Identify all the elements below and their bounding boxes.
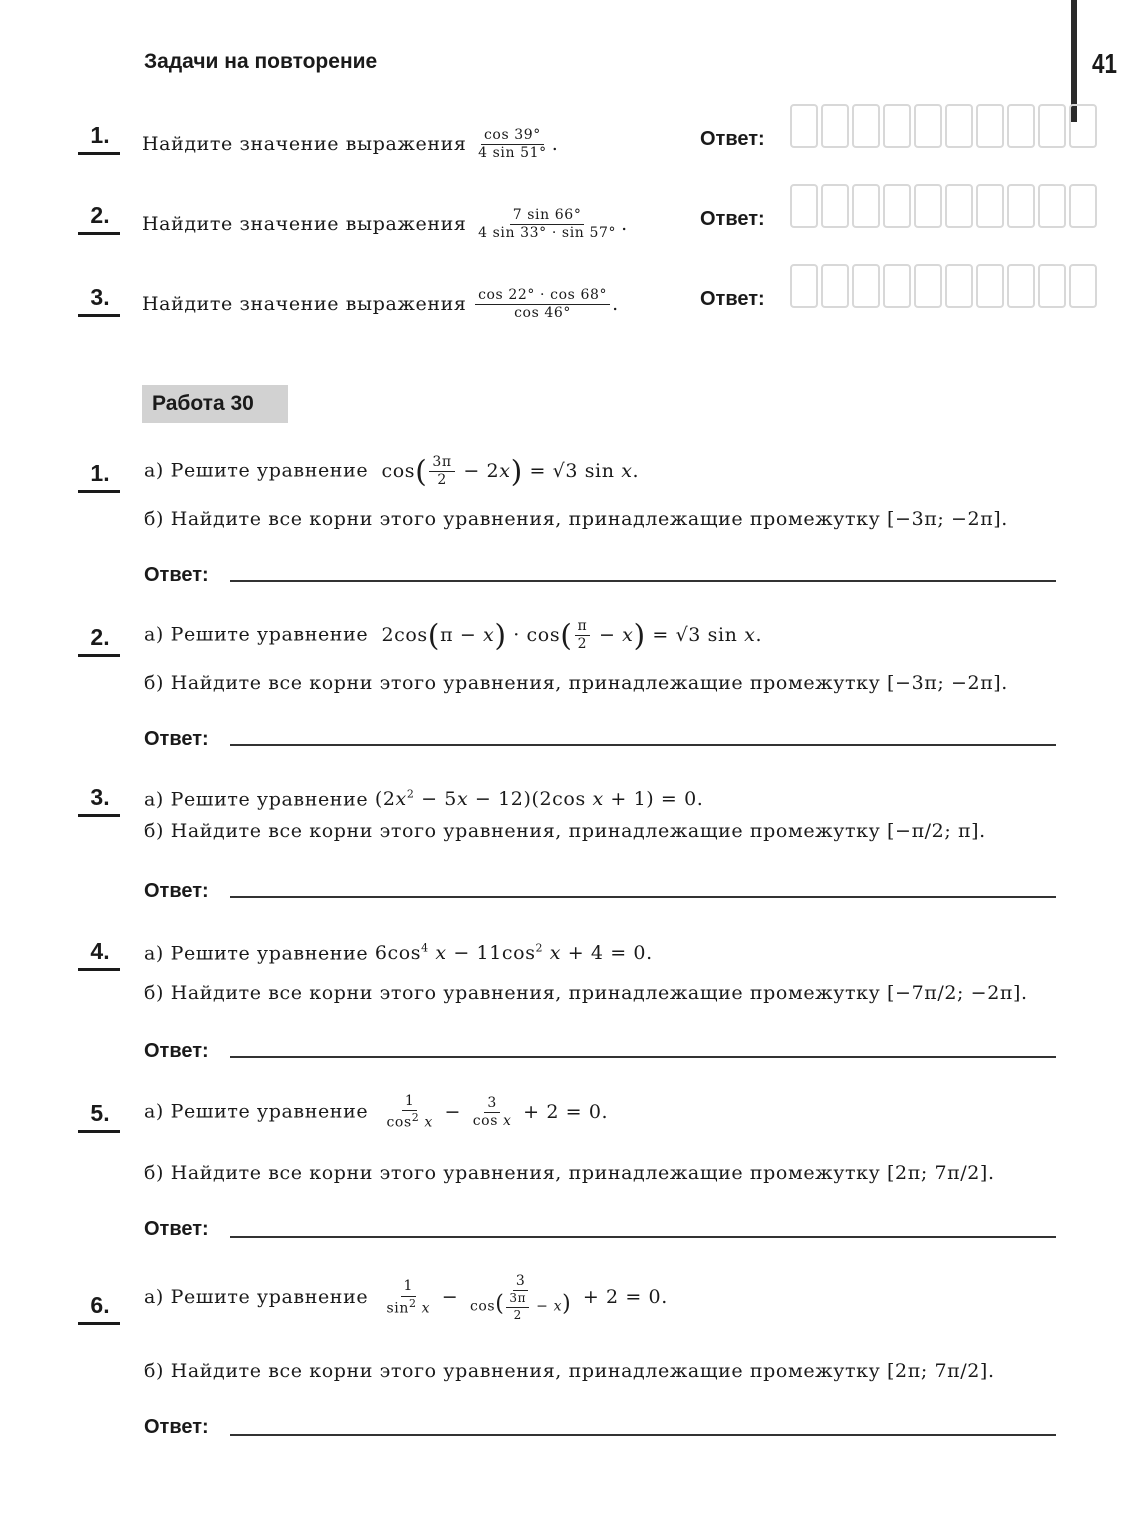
answer-cell[interactable] xyxy=(1007,104,1035,148)
review-task-3-numerator: cos 22° · cos 68° xyxy=(475,288,610,305)
answer-cell[interactable] xyxy=(1038,264,1066,308)
work-task-6-part-a xyxy=(144,1274,668,1322)
answer-cell[interactable] xyxy=(945,184,973,228)
review-task-3-underline xyxy=(78,314,120,317)
answer-cell[interactable] xyxy=(1069,264,1097,308)
answer-cell[interactable] xyxy=(914,104,942,148)
work-task-1-equation: cos( $\frac{3\pi}{2}$ − 2x) = √3 sin x. xyxy=(381,453,640,489)
work-task-1-part-a-text: а) Решите уравнение xyxy=(144,459,369,482)
work-task-3-part-b xyxy=(144,820,986,842)
work-task-5-answer-label: Ответ: xyxy=(144,1218,209,1240)
work-task-4-interval: [−7π/2; −2π]. xyxy=(887,982,1028,1004)
answer-cell[interactable] xyxy=(790,184,818,228)
answer-cell[interactable] xyxy=(976,264,1004,308)
work-task-2-part-a-text: а) Решите уравнение xyxy=(144,623,369,646)
work-task-3-part-a-text: а) Решите уравнение xyxy=(144,788,369,811)
answer-cell[interactable] xyxy=(852,264,880,308)
work-task-6-answer-line[interactable] xyxy=(230,1434,1056,1436)
review-task-2-fraction xyxy=(475,208,619,242)
work-task-2-part-b-text: б) Найдите все корни этого уравнения, принадлежащие промежутку xyxy=(144,672,881,694)
work-task-6-underline xyxy=(78,1322,120,1325)
review-task-2-denominator: 4 sin 33° · sin 57° xyxy=(478,225,617,242)
work-task-3-equation: $(2x^2 - 5x - 12)(2\cos$ x + 1) = 0. xyxy=(374,788,704,811)
work-task-4-part-b xyxy=(144,982,1028,1004)
answer-cell[interactable] xyxy=(821,184,849,228)
work-task-2-answer-label: Ответ: xyxy=(144,728,209,750)
work-task-1-underline xyxy=(78,490,120,493)
review-task-3-row: Найдите значение выражения $\frac{\cos 22^\circ \cdot \cos 68^\circ}{\cos 46^\circ}$ . xyxy=(142,287,619,322)
review-task-3-denominator: cos 46° xyxy=(514,305,572,322)
work-task-4-number: 4. xyxy=(90,938,110,964)
answer-cell[interactable] xyxy=(976,184,1004,228)
work-task-3-underline xyxy=(78,814,120,817)
work-task-2-interval: [−3π; −2π]. xyxy=(887,672,1008,694)
work-task-1-interval: [−3π; −2π]. xyxy=(887,508,1008,530)
work-task-5-part-a-text: а) Решите уравнение xyxy=(144,1100,369,1123)
answer-cell[interactable] xyxy=(1007,264,1035,308)
review-task-1-underline xyxy=(78,152,120,155)
answer-cell[interactable] xyxy=(821,264,849,308)
work-task-4-part-a-text: а) Решите уравнение xyxy=(144,942,369,965)
work-task-6-equation: $\frac{1}{\sin^2 x}$ − 3 cos( $\frac{3\pi}{2}$ − x) + 2 = 0. xyxy=(386,1273,668,1322)
work-task-3-answer-label: Ответ: xyxy=(144,880,209,902)
review-task-1-row: Найдите значение выражения $\frac{\cos 39^\circ}{4 \sin 51^\circ}$ . xyxy=(142,127,559,162)
answer-cell[interactable] xyxy=(1069,104,1097,148)
work-task-4-answer-line[interactable] xyxy=(230,1056,1056,1058)
work-task-3-answer-line[interactable] xyxy=(230,896,1056,898)
work-task-5-part-a xyxy=(144,1094,608,1131)
review-task-1-denominator: 4 sin 51° xyxy=(478,145,547,162)
review-task-2-answer-label: Ответ: xyxy=(700,208,765,230)
answer-cell[interactable] xyxy=(1038,104,1066,148)
work-task-4-answer-label: Ответ: xyxy=(144,1040,209,1062)
review-task-3-text: Найдите значение выражения xyxy=(142,292,467,315)
work-task-1-number: 1. xyxy=(90,460,110,486)
review-task-3-answer-label: Ответ: xyxy=(700,288,765,310)
answer-cell[interactable] xyxy=(945,104,973,148)
work-task-5-answer-line[interactable] xyxy=(230,1236,1056,1238)
work-task-3-interval: [−π/2; π]. xyxy=(887,820,986,842)
answer-cell[interactable] xyxy=(1069,184,1097,228)
answer-cell[interactable] xyxy=(852,184,880,228)
review-task-2-underline xyxy=(78,232,120,235)
review-task-2-answer-cells[interactable] xyxy=(790,184,1097,228)
work-task-1-part-b xyxy=(144,508,1008,530)
work-task-2-part-a xyxy=(144,618,762,653)
work-badge xyxy=(142,385,288,423)
answer-cell[interactable] xyxy=(883,104,911,148)
review-section-title: Задачи на повторение xyxy=(144,50,378,73)
review-task-1-answer-cells[interactable] xyxy=(790,104,1097,148)
work-task-2-underline xyxy=(78,654,120,657)
answer-cell[interactable] xyxy=(790,104,818,148)
answer-cell[interactable] xyxy=(883,184,911,228)
review-task-1-number: 1. xyxy=(90,122,110,148)
work-task-2-part-b xyxy=(144,672,1008,694)
answer-cell[interactable] xyxy=(1007,184,1035,228)
review-task-2-text: Найдите значение выражения xyxy=(142,212,467,235)
answer-cell[interactable] xyxy=(914,264,942,308)
answer-cell[interactable] xyxy=(945,264,973,308)
work-task-1-answer-label: Ответ: xyxy=(144,564,209,586)
review-task-1-fraction xyxy=(475,128,550,162)
review-task-1-numerator: cos 39° xyxy=(481,128,544,145)
work-title: Работа 30 xyxy=(152,392,254,415)
work-task-3-part-b-text: б) Найдите все корни этого уравнения, принадлежащие промежутку xyxy=(144,820,881,842)
work-task-5-number: 5. xyxy=(90,1100,110,1126)
work-task-2-answer-line[interactable] xyxy=(230,744,1056,746)
work-task-3-part-a xyxy=(144,788,703,810)
review-task-3-number: 3. xyxy=(90,284,110,310)
work-task-5-interval: [2π; 7π/2]. xyxy=(887,1162,995,1184)
work-task-4-part-b-text: б) Найдите все корни этого уравнения, принадлежащие промежутку xyxy=(144,982,881,1004)
review-task-1-answer-label: Ответ: xyxy=(700,128,765,150)
work-task-5-part-b xyxy=(144,1162,995,1184)
work-task-6-interval: [2π; 7π/2]. xyxy=(887,1360,995,1382)
review-task-3-fraction xyxy=(475,288,610,322)
work-task-2-equation: 2cos(π − x) · cos( $\frac{\pi}{2}$ − x) = √3 sin x. xyxy=(381,617,763,653)
work-task-2-number: 2. xyxy=(90,624,110,650)
work-task-5-underline xyxy=(78,1130,120,1133)
work-task-6-number: 6. xyxy=(90,1292,110,1318)
work-task-4-underline xyxy=(78,968,120,971)
answer-cell[interactable] xyxy=(976,104,1004,148)
review-task-1-text: Найдите значение выражения xyxy=(142,132,467,155)
answer-cell[interactable] xyxy=(883,264,911,308)
work-task-6-part-b xyxy=(144,1360,995,1382)
review-task-2-number: 2. xyxy=(90,202,110,228)
review-task-2-row: Найдите значение выражения $\frac{7 \sin 66^\circ}{4 \sin 33^\circ \cdot \sin 57^\circ}$ . xyxy=(142,207,628,242)
answer-cell[interactable] xyxy=(1038,184,1066,228)
work-task-3-number: 3. xyxy=(90,784,110,810)
page-number: 41 xyxy=(1092,48,1117,79)
answer-cell[interactable] xyxy=(821,104,849,148)
work-task-6-part-a-text: а) Решите уравнение xyxy=(144,1285,369,1308)
answer-cell[interactable] xyxy=(790,264,818,308)
work-task-5-equation: $\frac{1}{\cos^2 x}$ − $\frac{3}{\text{cos x}}$ + 2 = 0. xyxy=(386,1093,609,1132)
work-task-1-part-a xyxy=(144,454,639,489)
work-task-4-equation: $6\cos^4$ $x - 11\cos^2$ x + 4 = 0. xyxy=(374,942,653,965)
work-task-6-answer-label: Ответ: xyxy=(144,1416,209,1438)
work-task-1-answer-line[interactable] xyxy=(230,580,1056,582)
review-task-2-numerator: 7 sin 66° xyxy=(510,208,585,225)
work-task-4-part-a xyxy=(144,942,653,964)
work-task-1-part-b-text: б) Найдите все корни этого уравнения, принадлежащие промежутку xyxy=(144,508,881,530)
work-task-5-part-b-text: б) Найдите все корни этого уравнения, принадлежащие промежутку xyxy=(144,1162,881,1184)
answer-cell[interactable] xyxy=(914,184,942,228)
answer-cell[interactable] xyxy=(852,104,880,148)
review-task-3-answer-cells[interactable] xyxy=(790,264,1097,308)
work-task-6-part-b-text: б) Найдите все корни этого уравнения, принадлежащие промежутку xyxy=(144,1360,881,1382)
